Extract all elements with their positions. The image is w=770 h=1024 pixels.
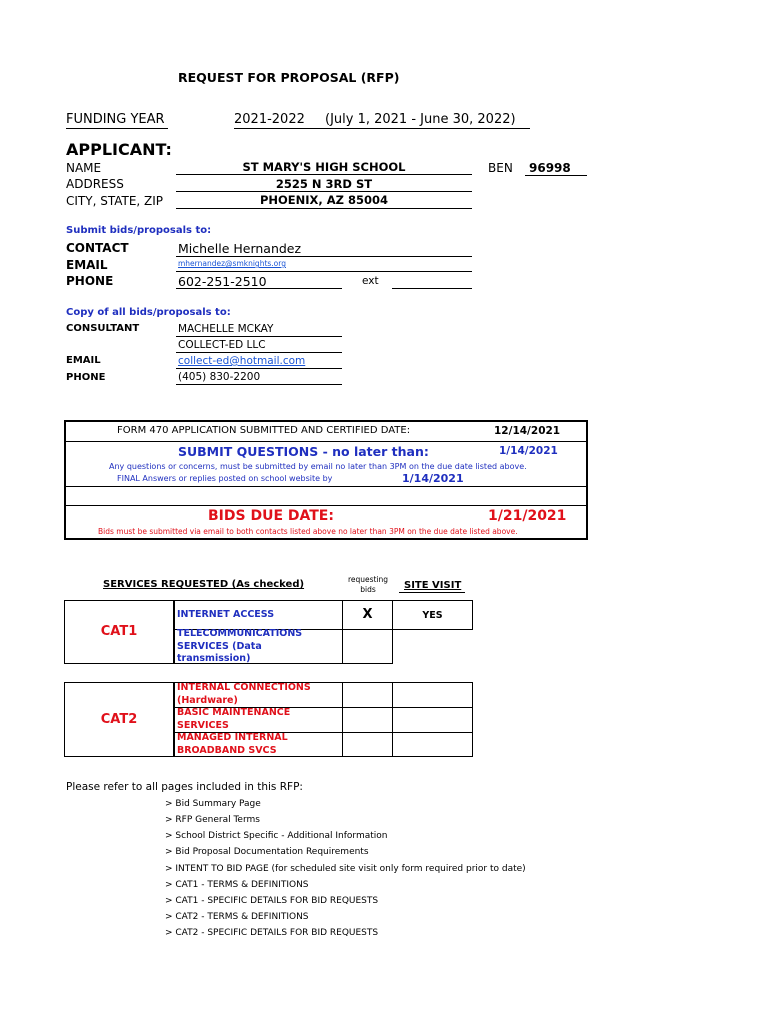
questions-note: Any questions or concerns, must be submitted by email no later than 3PM on the due date listed above.: [109, 462, 527, 471]
cat2-requesting-cell-1[interactable]: [342, 682, 393, 708]
copy-heading: Copy of all bids/proposals to:: [66, 307, 231, 318]
questions-date: 1/14/2021: [499, 445, 558, 457]
company-underline: [176, 352, 342, 353]
submit-heading: Submit bids/proposals to:: [66, 225, 212, 236]
name-label: NAME: [66, 161, 102, 175]
applicant-name: ST MARY'S HIGH SCHOOL: [242, 160, 406, 174]
funding-year-range: (July 1, 2021 - June 30, 2022): [325, 112, 516, 127]
refer-item: > Bid Summary Page: [165, 799, 261, 809]
phone-label: PHONE: [66, 274, 114, 288]
cat1-internet-access: INTERNET ACCESS: [177, 609, 275, 620]
requesting-bids-header: requesting bids: [347, 575, 389, 594]
consultant-phone: (405) 830-2200: [178, 371, 261, 383]
phone-underline: [176, 288, 342, 289]
site-visit-header: SITE VISIT: [404, 580, 462, 591]
page-title: REQUEST FOR PROPOSAL (RFP): [178, 70, 400, 85]
copy-email-label: EMAIL: [66, 355, 101, 366]
refer-intro: Please refer to all pages included in this RFP:: [66, 781, 303, 793]
contact-email-link[interactable]: mhernandez@smknights.org: [178, 259, 286, 268]
funding-label-underline: [66, 128, 168, 129]
city-underline: [176, 208, 472, 209]
cat2-requesting-cell-3[interactable]: [342, 732, 393, 757]
address-label: ADDRESS: [66, 177, 124, 191]
funding-year-value: 2021-2022: [234, 112, 305, 127]
cat2-site-visit-cell-3: [392, 732, 473, 757]
address-underline: [176, 191, 472, 192]
applicant-heading: APPLICANT:: [66, 140, 172, 159]
applicant-address: 2525 N 3RD ST: [275, 177, 373, 191]
ext-label: ext: [362, 275, 379, 287]
cat2-label: CAT2: [100, 712, 138, 727]
cat1-requesting-mark: X: [362, 607, 373, 622]
contact-underline: [176, 256, 472, 257]
ben-underline: [525, 175, 587, 176]
cat2-site-visit-cell-1: [392, 682, 473, 708]
refer-item: > Bid Proposal Documentation Requirements: [165, 847, 369, 857]
consultant-name: MACHELLE MCKAY: [178, 323, 274, 335]
bids-due-date: 1/21/2021: [488, 508, 567, 524]
cat2-requesting-cell-2[interactable]: [342, 707, 393, 733]
funding-value-underline: [234, 128, 530, 129]
bids-due-note: Bids must be submitted via email to both contacts listed above no later than 3PM on the due date listed above.: [98, 527, 518, 536]
bids-due-label: BIDS DUE DATE:: [208, 508, 334, 524]
refer-item: > CAT1 - TERMS & DEFINITIONS: [165, 880, 309, 890]
answers-date: 1/14/2021: [402, 472, 464, 485]
email-underline: [176, 271, 472, 272]
ben-label: BEN: [488, 161, 513, 175]
refer-item: > School District Specific - Additional Information: [165, 831, 388, 841]
cat2-internal-connections: INTERNAL CONNECTIONS (Hardware): [177, 682, 311, 706]
cat1-requesting-cell-2[interactable]: [342, 629, 393, 664]
cat1-site-visit-value: YES: [422, 610, 443, 621]
cat2-basic-maintenance: BASIC MAINTENANCE SERVICES: [177, 707, 291, 731]
dates-divider-2: [64, 486, 588, 487]
site-visit-underline: [399, 592, 465, 593]
consultant-underline: [176, 336, 342, 337]
cat1-label: CAT1: [100, 624, 138, 639]
city-state-zip-label: CITY, STATE, ZIP: [66, 194, 164, 208]
consultant-email-link[interactable]: collect-ed@hotmail.com: [178, 355, 306, 367]
consultant-label: CONSULTANT: [66, 323, 140, 334]
funding-year-label: FUNDING YEAR: [66, 112, 165, 127]
form470-date: 12/14/2021: [494, 425, 561, 437]
copy-phone-underline: [176, 384, 342, 385]
answers-note: FINAL Answers or replies posted on school website by: [117, 474, 333, 483]
copy-phone-label: PHONE: [66, 372, 106, 383]
contact-phone: 602-251-2510: [178, 274, 267, 289]
dates-divider-3: [64, 505, 588, 506]
contact-name: Michelle Hernandez: [178, 241, 302, 256]
consultant-company: COLLECT-ED LLC: [178, 339, 266, 351]
copy-email-underline: [176, 368, 342, 369]
dates-divider-1: [64, 441, 588, 442]
contact-label: CONTACT: [66, 241, 129, 255]
applicant-city: PHOENIX, AZ 85004: [259, 193, 389, 207]
refer-item: > INTENT TO BID PAGE (for scheduled site visit only form required prior to date): [165, 864, 526, 874]
refer-item: > CAT2 - SPECIFIC DETAILS FOR BID REQUESTS: [165, 928, 379, 938]
ext-underline: [392, 288, 472, 289]
refer-item: > RFP General Terms: [165, 815, 260, 825]
services-heading: SERVICES REQUESTED (As checked): [103, 579, 305, 590]
cat2-site-visit-cell-2: [392, 707, 473, 733]
name-underline: [176, 174, 472, 175]
questions-label: SUBMIT QUESTIONS - no later than:: [178, 444, 429, 459]
refer-item: > CAT1 - SPECIFIC DETAILS FOR BID REQUESTS: [165, 896, 379, 906]
email-label: EMAIL: [66, 258, 108, 272]
cat2-managed-broadband: MANAGED INTERNAL BROADBAND SVCS: [177, 732, 288, 756]
ben-value: 96998: [529, 161, 571, 175]
refer-item: > CAT2 - TERMS & DEFINITIONS: [165, 912, 309, 922]
form470-label: FORM 470 APPLICATION SUBMITTED AND CERTIFIED DATE:: [117, 425, 411, 436]
cat1-telecom-services: TELECOMMUNICATIONS SERVICES (Data transmission): [177, 628, 303, 664]
